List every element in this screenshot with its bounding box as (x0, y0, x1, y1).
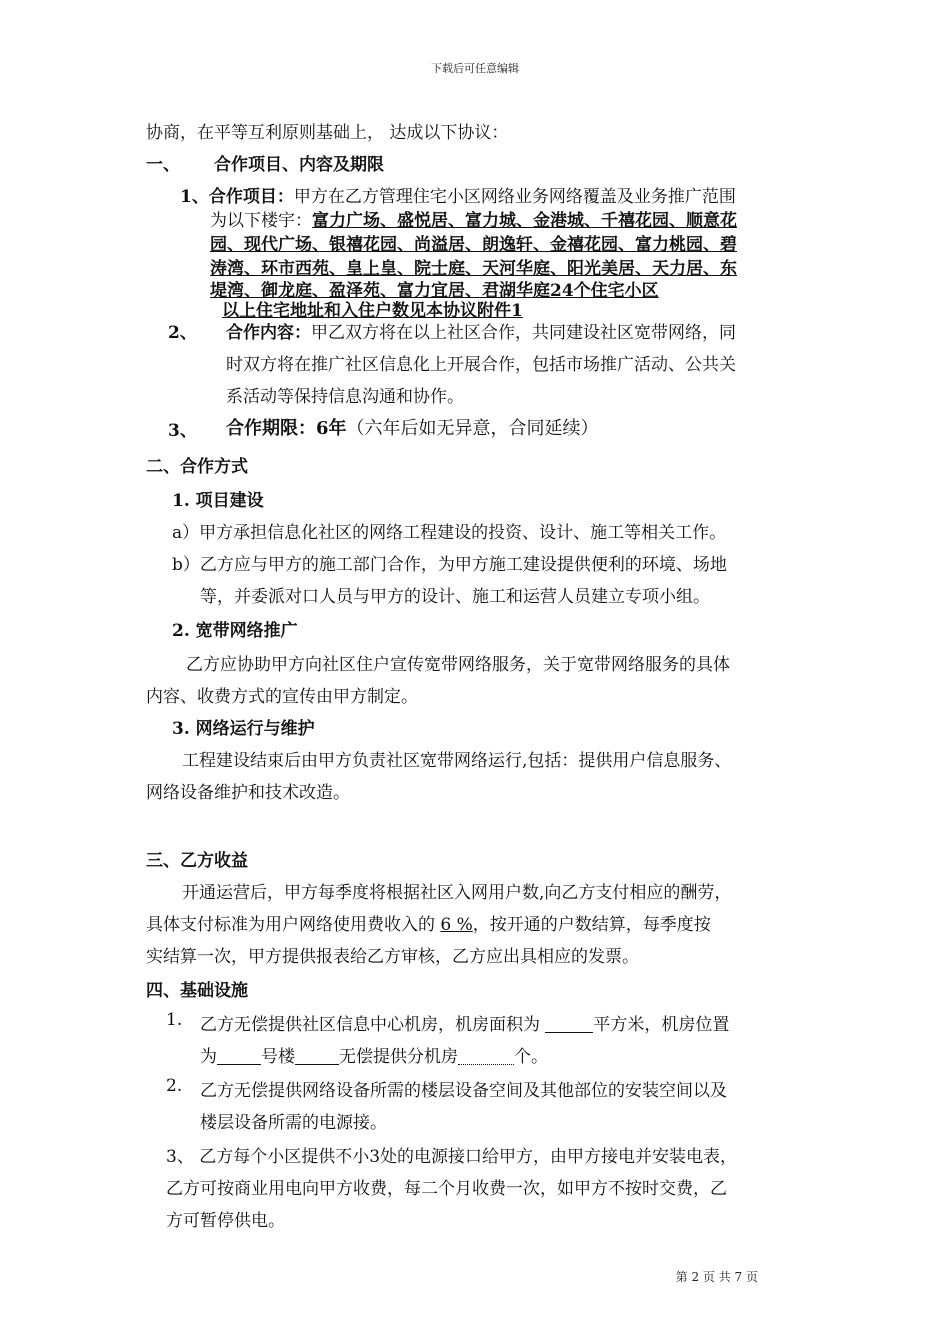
item1-line4: 涛湾、环市西苑、皇上皇、院士庭、天河华庭、阳光美居、天力居、东 (210, 259, 737, 279)
branch-room-count-blank (458, 1048, 514, 1065)
section3-line1: 开通运营后，甲方每季度将根据社区入网用户数,向乙方支付相应的酬劳， (182, 883, 732, 903)
item1-line2 (210, 206, 737, 231)
item2-text-a: 甲乙双方将在以上社区合作，共同建设社区宽带网络，同 (311, 323, 736, 343)
section1-title: 合作项目、内容及期限 (214, 155, 384, 175)
infra-item2-number: 2. (166, 1076, 183, 1096)
sub2-title: 2. 宽带网络推广 (172, 621, 298, 641)
sub3-title: 3. 网络运行与维护 (172, 719, 315, 739)
item3-text: （六年后如无异意，合同延续） (346, 418, 599, 439)
section3-line2 (146, 910, 711, 935)
infra-item1-line2 (200, 1042, 548, 1067)
sub1-b-line2: 等，并委派对口人员与甲方的设计、施工和运营人员建立专项小组。 (200, 587, 710, 607)
item1-line5: 堤湾、御龙庭、盈泽苑、富力宜居、君湖华庭24个住宅小区 (210, 281, 659, 301)
item1-bold-b: 富力广场、盛悦居、富力城、金港城、千禧花园、顺意花 (312, 211, 737, 231)
infra-item1-text-a: 乙方无偿提供社区信息中心机房，机房面积为 (200, 1015, 546, 1035)
item2-line1 (226, 318, 736, 343)
section1-number: 一、 (146, 155, 180, 175)
room-area-blank (545, 1016, 593, 1033)
item3-number: 3、 (168, 421, 197, 441)
sub3-line2: 网络设备维护和技术改造。 (146, 783, 350, 803)
infra-item3-line1: 3、 乙方每个小区提供不小3处的电源接口给甲方，由甲方接电并安装电表， (166, 1147, 738, 1167)
infra-item2-line2: 楼层设备所需的电源接。 (200, 1113, 387, 1133)
infra-item3-line2: 乙方可按商业用电向甲方收费，每二个月收费一次，如甲方不按时交费，乙 (166, 1179, 727, 1199)
item1-line1 (180, 182, 736, 207)
item1-label: 1、合作项目： (180, 187, 294, 207)
section3-line3: 实结算一次，甲方提供报表给乙方审核，乙方应出具相应的发票。 (146, 947, 639, 967)
item1-text-a: 甲方在乙方管理住宅小区网络业务网络覆盖及业务推广范围 (293, 187, 736, 207)
infra-item1-text-d: 号楼 (261, 1047, 295, 1067)
infra-item1-number: 1. (166, 1010, 183, 1030)
infra-item3-line3: 方可暂停供电。 (166, 1211, 285, 1231)
sub3-line1: 工程建设结束后由甲方负责社区宽带网络运行,包括：提供用户信息服务、 (182, 751, 732, 771)
section3-title: 三、乙方收益 (146, 851, 248, 871)
item1-line6: 以上住宅地址和入住户数见本协议附件1 (222, 301, 523, 321)
payout-percentage: 6 % (440, 915, 473, 935)
sub1-title: 1. 项目建设 (172, 491, 264, 511)
item2-line3: 系活动等保持信息沟通和协作。 (226, 387, 464, 407)
section4-title: 四、基础设施 (146, 981, 248, 1001)
infra-item1-text-f: 个。 (514, 1047, 548, 1067)
item2-line2: 时双方将在推广社区信息化上开展合作，包括市场推广活动、公共关 (226, 355, 736, 375)
item1-text-b: 为以下楼宇： (210, 211, 312, 231)
section3-text-b: ，按开通的户数结算，每季度按 (472, 915, 711, 935)
item3-label: 合作期限：6年 (226, 418, 347, 439)
section3-text-a: 具体支付标准为用户网络使用费收入的 (146, 915, 441, 935)
infra-item1-text-c: 为 (200, 1047, 217, 1067)
page-header-note: 下载后可任意编辑 (431, 62, 519, 75)
infra-item1-line1 (200, 1010, 729, 1035)
sub2-line1: 乙方应协助甲方向社区住户宣传宽带网络服务，关于宽带网络服务的具体 (186, 655, 730, 675)
infra-item2-line1: 乙方无偿提供网络设备所需的楼层设备空间及其他部位的安装空间以及 (200, 1081, 727, 1101)
item3-line (226, 414, 599, 440)
infra-item1-text-e: 无偿提供分机房 (339, 1047, 458, 1067)
item2-label: 合作内容： (226, 323, 311, 343)
sub1-b-line1: b）乙方应与甲方的施工部门合作，为甲方施工建设提供便利的环境、场地 (172, 555, 727, 575)
item2-number: 2、 (168, 323, 197, 343)
intro-line: 协商，在平等互利原则基础上， 达成以下协议： (146, 123, 509, 143)
sub1-a: a）甲方承担信息化社区的网络工程建设的投资、设计、施工等相关工作。 (172, 523, 727, 543)
sub2-line2: 内容、收费方式的宣传由甲方制定。 (146, 687, 418, 707)
floor-blank (295, 1048, 339, 1065)
page-number: 第 2 页 共 7 页 (675, 1270, 758, 1284)
infra-item1-text-b: 平方米，机房位置 (593, 1015, 730, 1035)
item1-line3: 园、现代广场、银禧花园、尚溢居、朗逸轩、金禧花园、富力桃园、碧 (210, 235, 737, 255)
section2-title: 二、合作方式 (146, 457, 248, 477)
building-number-blank (217, 1048, 261, 1065)
